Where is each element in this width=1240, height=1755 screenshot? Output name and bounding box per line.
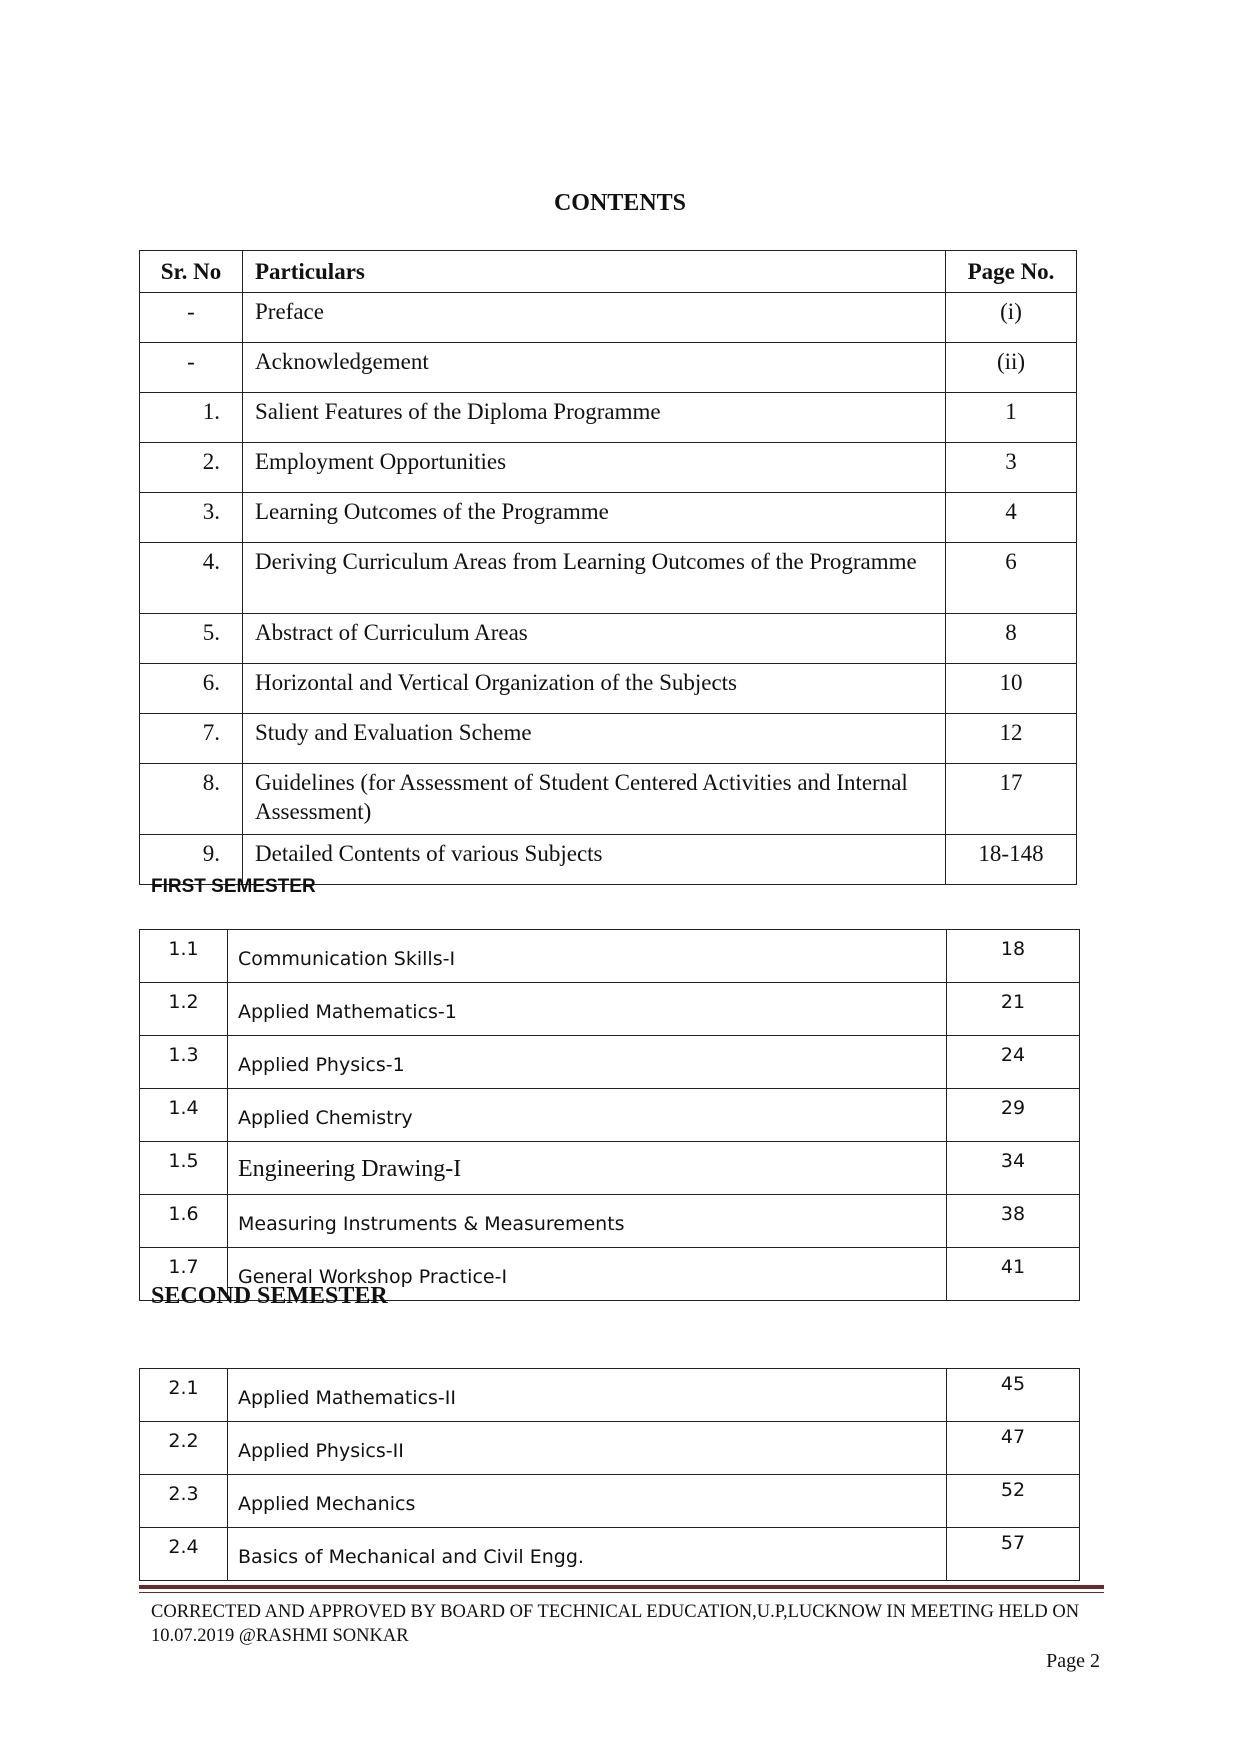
table-row xyxy=(140,930,1080,983)
contents-table xyxy=(139,250,1077,885)
header-particulars: Particulars xyxy=(243,251,946,293)
page-no-cell: 1 xyxy=(946,393,1077,443)
contents-header-row xyxy=(140,251,1077,293)
page-title: CONTENTS xyxy=(553,190,687,216)
sr-no-cell: 8. xyxy=(140,764,243,835)
page-no-cell: 38 xyxy=(947,1195,1080,1248)
page-number: Page 2 xyxy=(1046,1650,1100,1672)
subject-code-cell: 2.1 xyxy=(140,1369,228,1422)
particulars-cell: Guidelines (for Assessment of Student Centered Activities and Internal Assessment) xyxy=(243,764,946,835)
second-semester-table xyxy=(139,1368,1080,1581)
subject-code-cell: 1.6 xyxy=(140,1195,228,1248)
particulars-cell: Horizontal and Vertical Organization of the Subjects xyxy=(243,664,946,714)
page-no-cell: 18 xyxy=(947,930,1080,983)
page-no-cell: (ii) xyxy=(946,343,1077,393)
subject-name-cell: Applied Mathematics-II xyxy=(228,1369,947,1422)
table-row xyxy=(140,1036,1080,1089)
particulars-cell: Learning Outcomes of the Programme xyxy=(243,493,946,543)
page-no-cell: 34 xyxy=(947,1142,1080,1195)
first-semester-heading: FIRST SEMESTER xyxy=(151,876,316,897)
subject-code-cell: 1.4 xyxy=(140,1089,228,1142)
table-row xyxy=(140,293,1077,343)
table-row xyxy=(140,1142,1080,1195)
header-sr-no: Sr. No xyxy=(140,251,243,293)
table-row xyxy=(140,1528,1080,1581)
page-no-cell: 24 xyxy=(947,1036,1080,1089)
sr-no-cell: 3. xyxy=(140,493,243,543)
subject-name-cell: Applied Chemistry xyxy=(228,1089,947,1142)
subject-name-cell: Communication Skills-I xyxy=(228,930,947,983)
table-row xyxy=(140,764,1077,835)
page-no-cell: 4 xyxy=(946,493,1077,543)
table-row xyxy=(140,664,1077,714)
sr-no-cell: - xyxy=(140,343,243,393)
table-row xyxy=(140,614,1077,664)
first-semester-table xyxy=(139,929,1080,1301)
subject-code-cell: 1.2 xyxy=(140,983,228,1036)
footer-approval-note: CORRECTED AND APPROVED BY BOARD OF TECHNICAL EDUCATION,U.P,LUCKNOW IN MEETING HELD ON 10.07.2019 @RASHMI SONKAR xyxy=(151,1602,1080,1646)
sr-no-cell: 4. xyxy=(140,543,243,614)
page-no-cell: 57 xyxy=(947,1528,1080,1581)
page-no-cell: (i) xyxy=(946,293,1077,343)
table-row xyxy=(140,493,1077,543)
table-row xyxy=(140,1089,1080,1142)
sr-no-cell: - xyxy=(140,293,243,343)
page-no-cell: 6 xyxy=(946,543,1077,614)
subject-code-cell: 2.4 xyxy=(140,1528,228,1581)
page-no-cell: 47 xyxy=(947,1422,1080,1475)
subject-name-cell: Engineering Drawing-I xyxy=(228,1142,947,1195)
subject-code-cell: 1.1 xyxy=(140,930,228,983)
subject-code-cell: 2.2 xyxy=(140,1422,228,1475)
particulars-cell: Preface xyxy=(243,293,946,343)
table-row xyxy=(140,393,1077,443)
subject-name-cell: Applied Physics-1 xyxy=(228,1036,947,1089)
header-page-no: Page No. xyxy=(946,251,1077,293)
subject-name-cell: Applied Mathematics-1 xyxy=(228,983,947,1036)
table-row xyxy=(140,1422,1080,1475)
table-row xyxy=(140,343,1077,393)
page-no-cell: 3 xyxy=(946,443,1077,493)
table-row xyxy=(140,714,1077,764)
sr-no-cell: 6. xyxy=(140,664,243,714)
particulars-cell: Detailed Contents of various Subjects xyxy=(243,835,946,885)
subject-name-cell: Applied Physics-II xyxy=(228,1422,947,1475)
particulars-cell: Abstract of Curriculum Areas xyxy=(243,614,946,664)
page-no-cell: 41 xyxy=(947,1248,1080,1301)
sr-no-cell: 7. xyxy=(140,714,243,764)
subject-name-cell: Basics of Mechanical and Civil Engg. xyxy=(228,1528,947,1581)
sr-no-cell: 5. xyxy=(140,614,243,664)
page-no-cell: 10 xyxy=(946,664,1077,714)
table-row xyxy=(140,1369,1080,1422)
table-row xyxy=(140,443,1077,493)
table-row xyxy=(140,543,1077,614)
subject-code-cell: 1.7 xyxy=(140,1248,228,1301)
particulars-cell: Deriving Curriculum Areas from Learning Outcomes of the Programme xyxy=(243,543,946,614)
subject-name-cell: General Workshop Practice-I xyxy=(228,1248,947,1301)
page-no-cell: 17 xyxy=(946,764,1077,835)
subject-code-cell: 1.3 xyxy=(140,1036,228,1089)
particulars-cell: Study and Evaluation Scheme xyxy=(243,714,946,764)
table-row xyxy=(140,1195,1080,1248)
table-row xyxy=(140,983,1080,1036)
page-no-cell: 29 xyxy=(947,1089,1080,1142)
footer-rule-thin xyxy=(139,1592,1104,1593)
page-no-cell: 18-148 xyxy=(946,835,1077,885)
sr-no-cell: 2. xyxy=(140,443,243,493)
particulars-cell: Acknowledgement xyxy=(243,343,946,393)
page-no-cell: 52 xyxy=(947,1475,1080,1528)
second-semester-heading: SECOND SEMESTER xyxy=(151,1283,388,1309)
page-no-cell: 21 xyxy=(947,983,1080,1036)
page-no-cell: 12 xyxy=(946,714,1077,764)
particulars-cell: Employment Opportunities xyxy=(243,443,946,493)
page-no-cell: 45 xyxy=(947,1369,1080,1422)
subject-code-cell: 1.5 xyxy=(140,1142,228,1195)
footer-rule-thick xyxy=(139,1585,1104,1589)
sr-no-cell: 1. xyxy=(140,393,243,443)
page-no-cell: 8 xyxy=(946,614,1077,664)
subject-name-cell: Applied Mechanics xyxy=(228,1475,947,1528)
subject-name-cell: Measuring Instruments & Measurements xyxy=(228,1195,947,1248)
table-row xyxy=(140,1475,1080,1528)
particulars-cell: Salient Features of the Diploma Programme xyxy=(243,393,946,443)
sr-no-cell: 9. xyxy=(140,835,243,885)
subject-code-cell: 2.3 xyxy=(140,1475,228,1528)
